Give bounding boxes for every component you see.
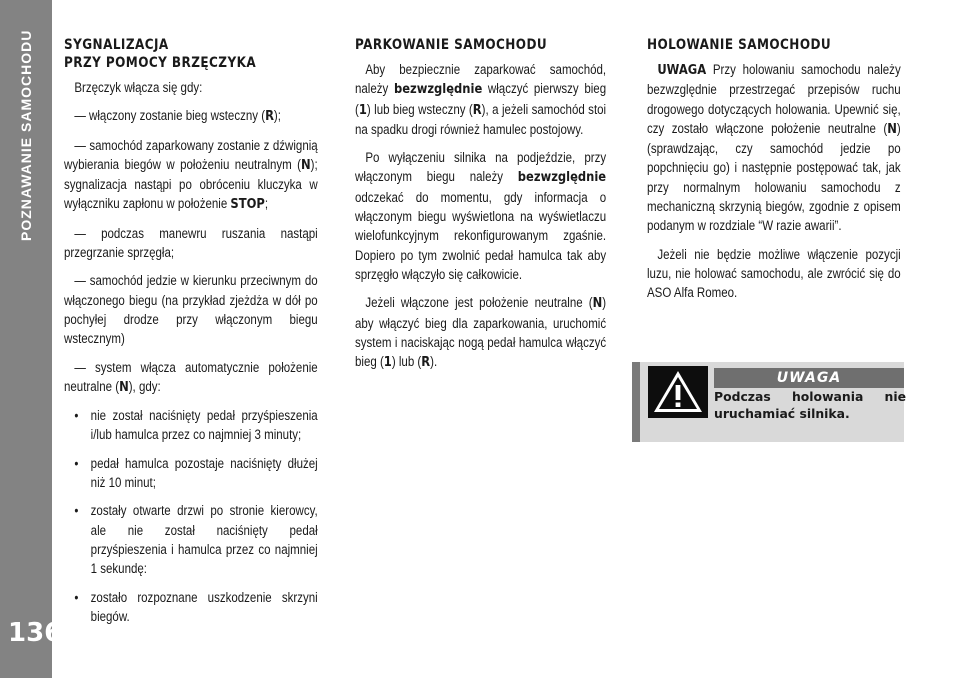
text: Jeżeli włączone jest położenie neutralne ( [365, 295, 593, 311]
list-item: • zostało rozpoznane uszkodzenie skrzyni biegów. [64, 588, 318, 627]
column-parking [355, 36, 606, 381]
text: ) lub bieg wsteczny ( [366, 101, 473, 117]
warning-triangle-icon [648, 366, 708, 418]
text: włączyć pierwszy bieg ( [355, 81, 607, 117]
heading-towing: HOLOWANIE SAMOCHODU [647, 37, 832, 53]
text: Przy holowaniu samochodu należy bezwzględnie przestrzegać przepisów ruchu drogowego dotyczących holowania. Upewnić się, czy zostało włączone położenie neutralne ( [647, 62, 901, 136]
heading-line-1: SYGNALIZACJA [64, 37, 169, 53]
list-item: • zostały otwarte drzwi po stronie kierowcy, ale nie został naciśnięty pedał przyśpieszenia i hamulca przez co najmniej 1 sekundę: [64, 501, 318, 578]
paragraph-parking-safe [355, 60, 606, 139]
text: Po wyłączeniu silnika na podjeździe, przy włączonym biegu należy [355, 150, 607, 185]
text: ), gdy: [128, 378, 161, 394]
warning-triangle-svg [648, 366, 708, 418]
warning-text: Podczas holowania nie uruchamiać silnika. [714, 389, 906, 421]
warning-box [632, 362, 904, 442]
text: ) aby włączyć bieg dla zaparkowania, uruchomić system i naciskając nogą pedał hamulca włączyć bieg ( [355, 295, 607, 370]
gear-key: N [301, 157, 311, 173]
gear-key: R [421, 355, 431, 371]
gear-key: N [592, 296, 603, 312]
paragraph-neutral-engage [355, 293, 606, 372]
text: ), a jeżeli samochód stoi na spadku drogi również hamulec postojowy. [355, 101, 607, 137]
text: ) (sprawdzając, czy samochód jedzie po popchnięciu go) i następnie postępować tak, jak przy normalnym holowaniu samochodu z mechaniczną skrzynią biegów, zgodnie z opisem podanym w rozdziale “W razie awarii”. [647, 120, 901, 234]
gear-key: R [265, 109, 274, 125]
text: — system włącza automatycznie położenie neutralne ( [64, 359, 318, 394]
gear-key: 1 [358, 102, 367, 118]
list-item: • nie został naciśnięty pedał przyśpieszenia i/lub hamulca przez co najmniej 3 minuty; [64, 406, 318, 445]
text: ); [273, 108, 281, 124]
paragraph-opposite-direction: — samochód jedzie w kierunku przeciwnym do włączonego biegu (na przykład zjeżdża w dół po pochyłej drodze przy włączonym biegu wstecznym) [64, 273, 318, 347]
column-signalling [64, 36, 318, 635]
text: odczekać do momentu, gdy informacja o włączonym biegu wyświetlona na wyświetlaczu wielofunkcyjnym rekonfigurowanym zgaśnie. Dopiero po tym zwolnić pedał hamulca tak aby sprzęgło włączyło się całkowicie. [355, 189, 607, 282]
paragraph-auto-neutral [64, 358, 318, 398]
emphasis: bezwzględnie [393, 82, 483, 98]
text: — włączony zostanie bieg wsteczny ( [74, 108, 266, 124]
gear-key: N [887, 121, 897, 137]
text: Aby bezpiecznie zaparkować samochód, należy [355, 62, 607, 97]
emphasis: bezwzględnie [517, 170, 607, 186]
sidebar [0, 0, 63, 678]
text: ); sygnalizacja nastąpi po obróceniu kluczyka w wyłączniku zapłonu w położenie [64, 156, 318, 212]
heading-parking: PARKOWANIE SAMOCHODU [355, 37, 548, 53]
section-title: POZNAWANIE SAMOCHODU [18, 30, 34, 242]
list-item: • pedał hamulca pozostaje naciśnięty dłużej niż 10 minut; [64, 454, 318, 493]
ignition-key: STOP [230, 197, 265, 213]
column-towing [647, 36, 901, 312]
text: ). [430, 354, 438, 370]
paragraph-clutch-overheat: — podczas manewru ruszania nastąpi przegrzanie sprzęgła; [64, 225, 318, 261]
gear-key: R [472, 102, 482, 118]
warning-label: UWAGA [714, 368, 904, 388]
text: — samochód zaparkowany zostanie z dźwignią wybierania biegów w położeniu neutralnym ( [64, 137, 318, 172]
emphasis: UWAGA [657, 63, 707, 78]
paragraph-engine-off [355, 148, 606, 284]
heading-line-2: PRZY POMOCY BRZĘCZYKA [64, 55, 257, 71]
condition-list [64, 406, 318, 626]
gear-key: N [119, 379, 129, 395]
heading-signalling [64, 36, 318, 72]
intro-text: Brzęczyk włącza się gdy: [74, 80, 203, 95]
paragraph-reverse-gear [64, 106, 318, 126]
gear-key: 1 [383, 355, 392, 371]
text: ; [264, 196, 269, 212]
page-number: 136 [8, 618, 63, 648]
paragraph-neutral-parked [64, 136, 318, 215]
text: ) lub ( [391, 354, 422, 370]
paragraph-towing-warning [647, 60, 901, 236]
paragraph-no-neutral: Jeżeli nie będzie możliwe włączenie pozycji luzu, nie holować samochodu, ale zwrócić się do ASO Alfa Romeo. [647, 246, 901, 301]
